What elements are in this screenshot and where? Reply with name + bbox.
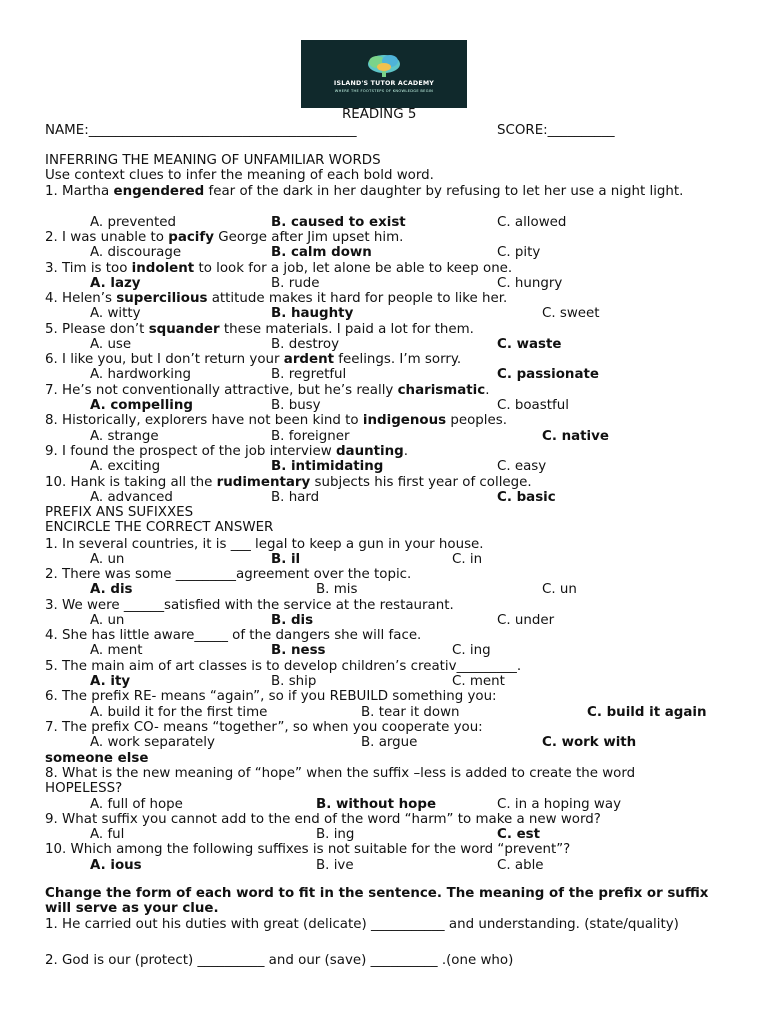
answer-option: A. advanced [90, 490, 173, 505]
question-suffix: these materials. I paid a lot for them. [219, 322, 474, 337]
question-text [45, 322, 474, 337]
target-word: rudimentary [216, 475, 311, 490]
answer-option: A. use [90, 337, 132, 352]
answer-option: A. work separately [90, 735, 215, 750]
answer-option: C. passionate [497, 367, 599, 382]
answer-option: A. un [90, 613, 125, 628]
answer-option: B. calm down [271, 245, 372, 260]
answer-option: C. native [542, 429, 609, 444]
answer-option: A. lazy [90, 276, 141, 291]
section2-instruction: ENCIRCLE THE CORRECT ANSWER [45, 520, 274, 535]
answer-option: A. discourage [90, 245, 182, 260]
answer-option: B. tear it down [361, 705, 460, 720]
academy-logo [301, 40, 467, 108]
target-word: daunting [335, 444, 404, 459]
answer-option: A. ment [90, 643, 143, 658]
answer-option: A. un [90, 552, 125, 567]
logo-name: ISLAND'S TUTOR ACADEMY [333, 80, 435, 87]
answer-option: B. intimidating [271, 459, 384, 474]
question-prefix: 5. Please don’t [45, 322, 149, 337]
question-prefix: 6. I like you, but I don’t return your [45, 352, 284, 367]
question-text [45, 184, 730, 199]
answer-option: B. haughty [271, 306, 354, 321]
answer-option: C. basic [497, 490, 556, 505]
answer-option: A. ious [90, 858, 142, 873]
answer-option: C. pity [497, 245, 541, 260]
score-field: SCORE:__________ [497, 123, 615, 138]
answer-option: B. caused to exist [271, 215, 406, 230]
target-word: ardent [283, 352, 335, 367]
question-suffix: fear of the dark in her daughter by refusing to let her use a night light. [204, 184, 684, 199]
answer-option: C. est [497, 827, 541, 842]
answer-option: B. foreigner [271, 429, 350, 444]
question-text: 5. The main aim of art classes is to develop children’s creativ_________. [45, 659, 522, 674]
target-word: supercilious [116, 291, 208, 306]
answer-option: C. waste [497, 337, 562, 352]
question-text [45, 444, 408, 459]
question-text [45, 413, 507, 428]
answer-option: C. in a hoping way [497, 797, 622, 812]
question-prefix: 7. He’s not conventionally attractive, but he’s really [45, 383, 398, 398]
answer-option: C. work with [542, 735, 637, 750]
question-suffix: peoples. [446, 413, 507, 428]
answer-option: C. hungry [497, 276, 563, 291]
question-text: 7. The prefix CO- means “together”, so when you cooperate you: [45, 720, 483, 735]
target-word: pacify [168, 230, 214, 245]
section1-instruction: Use context clues to infer the meaning of each bold word. [45, 168, 434, 183]
logo-tagline: WHERE THE FOOTSTEPS OF KNOWLEDGE BEGIN [334, 89, 434, 93]
section2-heading: PREFIX ANS SUFIXXES [45, 505, 194, 520]
answer-option: B. mis [316, 582, 358, 597]
target-word: indolent [131, 261, 195, 276]
question-text [45, 230, 403, 245]
answer-option: C. un [542, 582, 577, 597]
question-prefix: 4. Helen’s [45, 291, 117, 306]
question-text [45, 261, 512, 276]
answer-option: C. in [452, 552, 483, 567]
answer-option: B. ness [271, 643, 326, 658]
question-suffix: subjects his first year of college. [310, 475, 532, 490]
answer-option: A. strange [90, 429, 159, 444]
question-text [45, 352, 461, 367]
target-word: squander [148, 322, 220, 337]
answer-option: B. ship [271, 674, 317, 689]
section1-heading: INFERRING THE MEANING OF UNFAMILIAR WORDS [45, 153, 381, 168]
answer-option: B. hard [271, 490, 320, 505]
answer-option: C. ing [452, 643, 491, 658]
answer-option: A. hardworking [90, 367, 192, 382]
answer-option: B. ing [316, 827, 355, 842]
answer-option: B. dis [271, 613, 314, 628]
worksheet-title: READING 5 [342, 107, 417, 122]
answer-option: C. build it again [587, 705, 707, 720]
section3-item: 2. God is our (protect) __________ and our (save) __________ .(one who) [45, 953, 514, 968]
question-text: HOPELESS? [45, 781, 123, 796]
question-text: 10. Which among the following suffixes is not suitable for the word “prevent”? [45, 842, 571, 857]
name-field: NAME:________________________________________ [45, 123, 357, 138]
answer-option: A. exciting [90, 459, 161, 474]
answer-option: B. without hope [316, 797, 437, 812]
target-word: indigenous [362, 413, 447, 428]
question-text [45, 383, 489, 398]
question-text [45, 475, 532, 490]
answer-option: C. under [497, 613, 555, 628]
question-prefix: 8. Historically, explorers have not been kind to [45, 413, 363, 428]
answer-option: A. full of hope [90, 797, 183, 812]
question-prefix: 2. I was unable to [45, 230, 169, 245]
question-suffix: attitude makes it hard for people to like her. [207, 291, 508, 306]
section3-item: 1. He carried out his duties with great (delicate) ___________ and understanding. (state/quality) [45, 917, 679, 932]
answer-option: C. allowed [497, 215, 567, 230]
answer-option: A. ity [90, 674, 131, 689]
question-prefix: 9. I found the prospect of the job interview [45, 444, 336, 459]
question-text: 1. In several countries, it is ___ legal to keep a gun in your house. [45, 537, 484, 552]
answer-option: C. boastful [497, 398, 569, 413]
answer-option: A. build it for the first time [90, 705, 268, 720]
answer-option: B. il [271, 552, 301, 567]
question-text: 9. What suffix you cannot add to the end of the word “harm” to make a new word? [45, 812, 601, 827]
question-text [45, 291, 507, 306]
question-text: 4. She has little aware_____ of the dangers she will face. [45, 628, 422, 643]
answer-option: B. rude [271, 276, 320, 291]
answer-option: C. able [497, 858, 544, 873]
target-word: engendered [113, 184, 205, 199]
question-suffix: . [403, 444, 409, 459]
question-suffix: George after Jim upset him. [213, 230, 404, 245]
answer-option: A. compelling [90, 398, 194, 413]
answer-option: B. regretful [271, 367, 347, 382]
answer-option: A. witty [90, 306, 141, 321]
answer-option: A. ful [90, 827, 125, 842]
answer-option: B. busy [271, 398, 321, 413]
answer-option: B. destroy [271, 337, 339, 352]
section3-instruction: Change the form of each word to fit in the sentence. The meaning of the prefix or suffix will serve as your clue. [45, 886, 709, 916]
brain-icon [364, 52, 404, 78]
question-text: 2. There was some _________agreement over the topic. [45, 567, 412, 582]
question-suffix: . [485, 383, 490, 398]
question-suffix: feelings. I’m sorry. [334, 352, 462, 367]
answer-option: C. sweet [542, 306, 600, 321]
answer-option: C. ment [452, 674, 505, 689]
question-prefix: 1. Martha [45, 184, 114, 199]
question-prefix: 3. Tim is too [45, 261, 132, 276]
question-prefix: 10. Hank is taking all the [45, 475, 217, 490]
question-text: 6. The prefix RE- means “again”, so if you REBUILD something you: [45, 689, 497, 704]
answer-option: A. prevented [90, 215, 177, 230]
answer-option: C. easy [497, 459, 547, 474]
answer-option: B. ive [316, 858, 354, 873]
answer-option-continued: someone else [45, 751, 149, 766]
question-text: 3. We were ______satisfied with the service at the restaurant. [45, 598, 454, 613]
question-text: 8. What is the new meaning of “hope” when the suffix –less is added to create the word [45, 766, 636, 781]
answer-option: B. argue [361, 735, 418, 750]
question-suffix: to look for a job, let alone be able to keep one. [194, 261, 513, 276]
target-word: charismatic [397, 383, 486, 398]
answer-option: A. dis [90, 582, 133, 597]
